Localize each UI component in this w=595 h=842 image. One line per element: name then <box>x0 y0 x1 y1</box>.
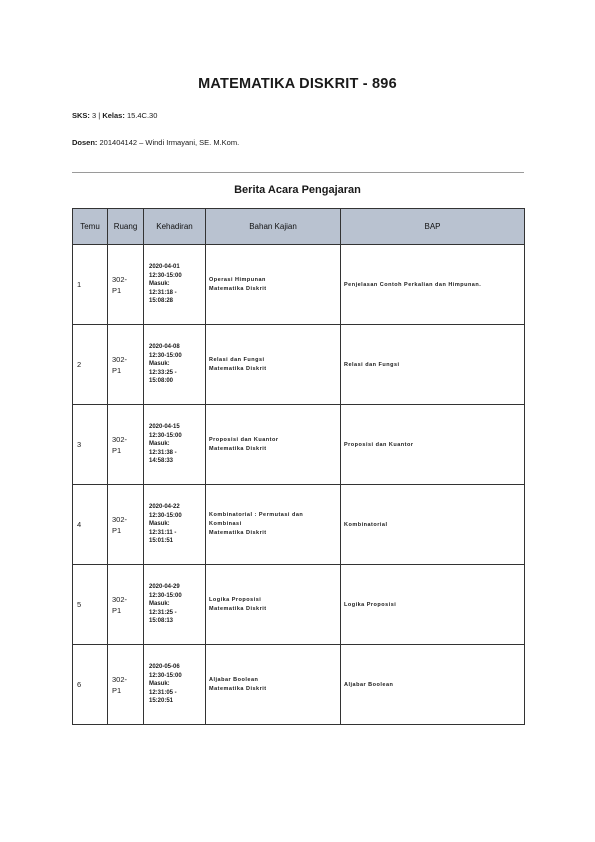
cell-ruang <box>108 405 144 485</box>
kehadiran-out: 15:08:28 <box>149 298 174 305</box>
table-row <box>73 565 525 645</box>
lecturer-info-line <box>72 138 239 147</box>
bahan-course: Matematika Diskrit <box>209 530 267 536</box>
kehadiran-in: 12:31:05 - <box>149 689 177 696</box>
kehadiran-date: 2020-04-01 <box>149 264 180 271</box>
kehadiran-label: Masuk: <box>149 681 170 688</box>
table-header-row <box>73 209 525 245</box>
cell-kehadiran <box>144 565 206 645</box>
cell-bap: Relasi dan Fungsi <box>341 325 525 405</box>
bahan-course: Matematika Diskrit <box>209 445 267 452</box>
kehadiran-schedule: 12:30-15:00 <box>149 272 182 279</box>
cell-kehadiran <box>144 325 206 405</box>
kehadiran-date: 2020-04-22 <box>149 504 180 511</box>
kehadiran-in: 12:31:18 - <box>149 289 177 296</box>
ruang-line: P1 <box>112 445 122 455</box>
kehadiran-date: 2020-04-15 <box>149 424 180 431</box>
cell-bahan-kajian <box>206 485 341 565</box>
kehadiran-out: 14:58:33 <box>149 458 174 465</box>
kehadiran-schedule: 12:30-15:00 <box>149 512 182 519</box>
cell-bahan-kajian <box>206 325 341 405</box>
sks-value: 3 <box>92 111 97 120</box>
kehadiran-out: 15:08:00 <box>149 378 174 385</box>
kehadiran-label: Masuk: <box>149 521 170 528</box>
bahan-course: Matematika Diskrit <box>209 685 267 692</box>
cell-temu: 6 <box>73 645 108 725</box>
cell-ruang <box>108 565 144 645</box>
table-row <box>73 645 525 725</box>
cell-temu: 3 <box>73 405 108 485</box>
cell-bap: Logika Proposisi <box>341 565 525 645</box>
cell-ruang <box>108 245 144 325</box>
kehadiran-date: 2020-04-08 <box>149 344 180 351</box>
cell-ruang <box>108 325 144 405</box>
kehadiran-label: Masuk: <box>149 441 170 448</box>
cell-bahan-kajian <box>206 565 341 645</box>
kehadiran-in: 12:31:11 - <box>149 529 177 536</box>
ruang-line: 302- <box>112 354 128 364</box>
cell-temu: 4 <box>73 485 108 565</box>
kehadiran-date: 2020-04-29 <box>149 584 180 591</box>
column-header-ruang: Ruang <box>108 209 144 245</box>
cell-kehadiran <box>144 485 206 565</box>
bahan-course: Matematika Diskrit <box>209 365 267 372</box>
bahan-topic: Proposisi dan Kuantor <box>209 436 279 443</box>
table-row <box>73 485 525 565</box>
ruang-line: P1 <box>112 525 122 535</box>
cell-temu: 1 <box>73 245 108 325</box>
kehadiran-in: 12:33:25 - <box>149 369 177 376</box>
kehadiran-out: 15:08:13 <box>149 618 174 625</box>
kehadiran-label: Masuk: <box>149 601 170 608</box>
ruang-line: P1 <box>112 605 122 615</box>
ruang-line: 302- <box>112 674 128 684</box>
ruang-line: P1 <box>112 685 122 695</box>
kelas-label: Kelas: <box>102 111 125 120</box>
cell-bahan-kajian <box>206 405 341 485</box>
bahan-course: Matematika Diskrit <box>209 285 267 292</box>
separator: | <box>98 111 101 120</box>
kehadiran-out: 15:01:51 <box>149 538 174 545</box>
column-header-bahan-kajian: Bahan Kajian <box>206 209 341 245</box>
table-row <box>73 405 525 485</box>
column-header-bap: BAP <box>341 209 525 245</box>
bahan-topic: Relasi dan Fungsi <box>209 356 265 363</box>
cell-ruang <box>108 645 144 725</box>
dosen-value: 201404142 – Windi Irmayani, SE. M.Kom. <box>99 138 240 147</box>
page-title: MATEMATIKA DISKRIT - 896 <box>198 76 397 92</box>
bahan-topic: Logika Proposisi <box>209 596 262 603</box>
section-title: Berita Acara Pengajaran <box>234 184 361 196</box>
column-header-kehadiran: Kehadiran <box>144 209 206 245</box>
divider <box>72 172 524 173</box>
kehadiran-schedule: 12:30-15:00 <box>149 672 182 679</box>
cell-bahan-kajian <box>206 245 341 325</box>
sks-label: SKS: <box>72 111 90 120</box>
kehadiran-label: Masuk: <box>149 281 170 288</box>
cell-bap: Kombinatorial <box>341 485 525 565</box>
bahan-course: Matematika Diskrit <box>209 605 267 612</box>
table-row <box>73 245 525 325</box>
bap-table <box>72 208 525 725</box>
bahan-topic: Aljabar Boolean <box>209 676 259 683</box>
kehadiran-label: Masuk: <box>149 361 170 368</box>
course-info-line <box>72 111 157 120</box>
bahan-topic: Kombinatorial : Permutasi dan Kombinasi <box>209 512 304 527</box>
ruang-line: 302- <box>112 274 128 284</box>
cell-kehadiran <box>144 645 206 725</box>
cell-bap: Aljabar Boolean <box>341 645 525 725</box>
ruang-line: 302- <box>112 594 128 604</box>
bahan-topic: Operasi Himpunan <box>209 276 266 283</box>
ruang-line: P1 <box>112 365 122 375</box>
cell-ruang <box>108 485 144 565</box>
column-header-temu: Temu <box>73 209 108 245</box>
cell-kehadiran <box>144 245 206 325</box>
table-row <box>73 325 525 405</box>
kehadiran-date: 2020-05-06 <box>149 664 180 671</box>
cell-temu: 2 <box>73 325 108 405</box>
kelas-value: 15.4C.30 <box>126 111 158 120</box>
kehadiran-out: 15:20:51 <box>149 698 174 705</box>
cell-bap: Proposisi dan Kuantor <box>341 405 525 485</box>
cell-temu: 5 <box>73 565 108 645</box>
ruang-line: 302- <box>112 514 128 524</box>
cell-bahan-kajian <box>206 645 341 725</box>
dosen-label: Dosen: <box>72 138 98 147</box>
cell-kehadiran <box>144 405 206 485</box>
cell-bap: Penjelasan Contoh Perkalian dan Himpunan. <box>341 245 525 325</box>
ruang-line: 302- <box>112 434 128 444</box>
ruang-line: P1 <box>112 285 122 295</box>
kehadiran-schedule: 12:30-15:00 <box>149 432 182 439</box>
kehadiran-schedule: 12:30-15:00 <box>149 592 182 599</box>
kehadiran-in: 12:31:25 - <box>149 609 177 616</box>
kehadiran-in: 12:31:38 - <box>149 449 177 456</box>
kehadiran-schedule: 12:30-15:00 <box>149 352 182 359</box>
